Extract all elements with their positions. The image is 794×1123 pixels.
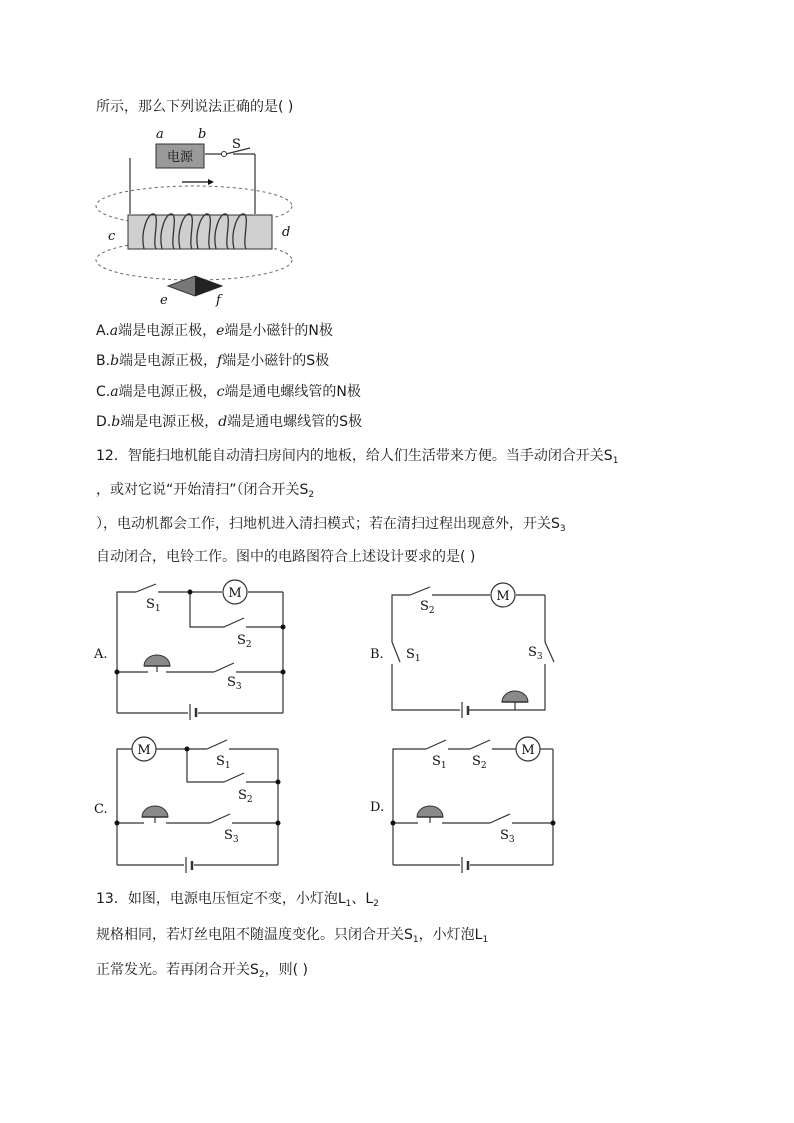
svg-text:S3: $S_3$ [528,645,543,662]
svg-text:S2: $S_2$ [237,633,252,650]
svg-text:S3: $S_3$ [224,828,239,845]
terminal-c: c [108,229,116,244]
power-source-label: 电源 [166,150,194,165]
circuit-a-label: A. [94,647,108,662]
svg-text:M: M [228,586,242,601]
svg-text:S1: $S_1$ [406,647,421,664]
circuit-option-c[interactable] [92,735,292,875]
svg-text:S2: $S_2$ [238,788,253,805]
circuit-option-d[interactable] [368,735,568,875]
q12-stem-line3: ），电动机都会工作，扫地机进入清扫模式；若在清扫过程出现意外，开关$S_3$ [96,516,566,534]
svg-text:M: M [137,743,151,758]
solenoid-core [128,215,272,249]
terminal-b: b [198,127,207,142]
switch-label: S [232,137,241,152]
svg-text:S1: $S_1$ [146,597,161,614]
terminal-d: d [282,225,291,240]
terminal-f: f [216,293,221,308]
q12-stem-line2: ，或对它说“开始清扫”（闭合开关$S_2$ [96,482,315,500]
svg-text:M: M [496,589,510,604]
switch-contact [222,152,227,157]
bell-icon [417,806,443,817]
svg-text:S1: $S_1$ [216,754,231,771]
svg-text:S3: $S_3$ [227,675,242,692]
q11-option-a[interactable]: A.a端是电源正极，e端是小磁针的N极 [96,323,333,339]
bell-icon [144,655,170,666]
bell-icon [142,806,168,817]
circuit-c-label: C. [94,802,108,817]
q11-solenoid-figure [90,122,310,312]
svg-text:S3: $S_3$ [500,828,515,845]
q13-stem-line3: 正常发光。若再闭合开关$S_2$，则( ) [96,962,308,980]
circuit-d-label: D. [370,800,385,815]
q12-stem-line1: 12．智能扫地机能自动清扫房间内的地板，给人们生活带来方便。当手动闭合开关$S_1$ [96,448,619,466]
svg-text:S2: $S_2$ [472,754,487,771]
bell-icon [502,691,528,702]
q12-stem-line4: 自动闭合，电铃工作。图中的电路图符合上述设计要求的是( ) [96,549,476,565]
circuit-b-label: B. [370,647,384,662]
q11-option-c[interactable]: C.a端是电源正极，c端是通电螺线管的N极 [96,384,361,400]
q11-stem-tail: 所示，那么下列说法正确的是( ) [96,99,294,115]
q11-option-b[interactable]: B.b端是电源正极，f端是小磁针的S极 [96,353,330,369]
svg-text:S2: $S_2$ [420,599,435,616]
q11-option-d[interactable]: D.b端是电源正极，d端是通电螺线管的S极 [96,414,363,430]
circuit-option-b[interactable] [368,584,568,719]
circuit-option-a[interactable] [92,580,292,720]
terminal-a: a [156,127,164,142]
q13-stem-line2: 规格相同，若灯丝电阻不随温度变化。只闭合开关$S_1$，小灯泡$L_1$ [96,927,489,945]
svg-text:S1: $S_1$ [432,754,447,771]
q13-stem-line1: 13．如图，电源电压恒定不变，小灯泡$L_1$、$L_2$ [96,891,379,909]
svg-text:M: M [521,743,535,758]
terminal-e: e [160,293,168,308]
